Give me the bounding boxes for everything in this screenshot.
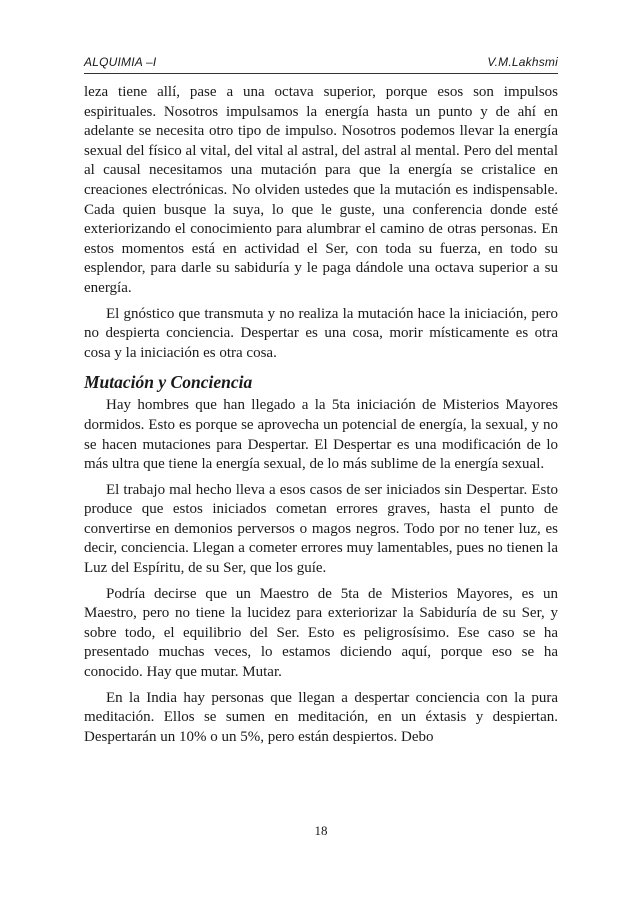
header-author: V.M.Lakhsmi bbox=[487, 55, 558, 69]
paragraph: El gnóstico que transmuta y no realiza la mutación hace la iniciación, pero no despierta conciencia. Despertar es una cosa, morir místicamente es otra cosa y la iniciación es otra cosa. bbox=[84, 305, 558, 361]
section-heading: Mutación y Conciencia bbox=[84, 372, 253, 393]
header-book-title: ALQUIMIA –I bbox=[84, 55, 157, 69]
paragraph: El trabajo mal hecho lleva a esos casos de ser iniciados sin Despertar. Esto produce que estos iniciados cometan errores graves, hasta el punto de convertirse en demonios perversos o magos negros. Todo por no tener luz, es decir, conciencia. Llegan a cometer errores muy lamentables, pues no tienen la Luz del Espíritu, de su Ser, que los guíe. bbox=[84, 481, 558, 577]
paragraph: Hay hombres que han llegado a la 5ta iniciación de Misterios Mayores dormidos. Esto es porque se aprovecha un potencial de energía, la sexual, y no se hacen mutaciones para Despertar. El Despertar es una modificación de lo más ultra que tiene la energía sexual, de lo más sublime de la energía sexual. bbox=[84, 397, 558, 473]
document-page bbox=[84, 0, 558, 903]
running-header bbox=[84, 55, 558, 74]
paragraph: En la India hay personas que llegan a despertar conciencia con la pura meditación. Ellos se sumen en meditación, en un éxtasis y despiertan. Despertarán un 10% o un 5%, pero están despiertos. Debo bbox=[84, 689, 558, 745]
body-text bbox=[84, 83, 558, 753]
page-number: 18 bbox=[314, 823, 328, 838]
paragraph: Podría decirse que un Maestro de 5ta de Misterios Mayores, es un Maestro, pero no tiene la lucidez para exteriorizar la Sabiduría de su Ser, y sobre todo, el equilibrio del Ser. Esto es peligrosísimo. Ese caso se ha presentado muchas veces, lo estamos diciendo aquí, porque eso se ha conocido. Hay que mutar. Mutar. bbox=[84, 585, 558, 681]
paragraph-continuation: leza tiene allí, pase a una octava superior, porque esos son impulsos espirituales. Nosotros impulsamos la energía hasta un punto y de ahí en adelante se necesita otro tipo de impulso. Nosotros podemos llevar la energía sexual del físico al vital, del vital al astral, del astral al mental. Pero del mental al causal necesitamos una mutación para que la energía se cristalice en creaciones electrónicas. No olviden ustedes que la mutación es indispensable. Cada quien busque la suya, lo que le guste, una conferencia donde esté exteriorizando el conocimiento para alumbrar el camino de otras personas. En estos momentos está en actividad el Ser, con toda su fuerza, en todo su esplendor, para darle su sabiduría y le paga dándole una octava superior a su energía. bbox=[84, 84, 558, 296]
